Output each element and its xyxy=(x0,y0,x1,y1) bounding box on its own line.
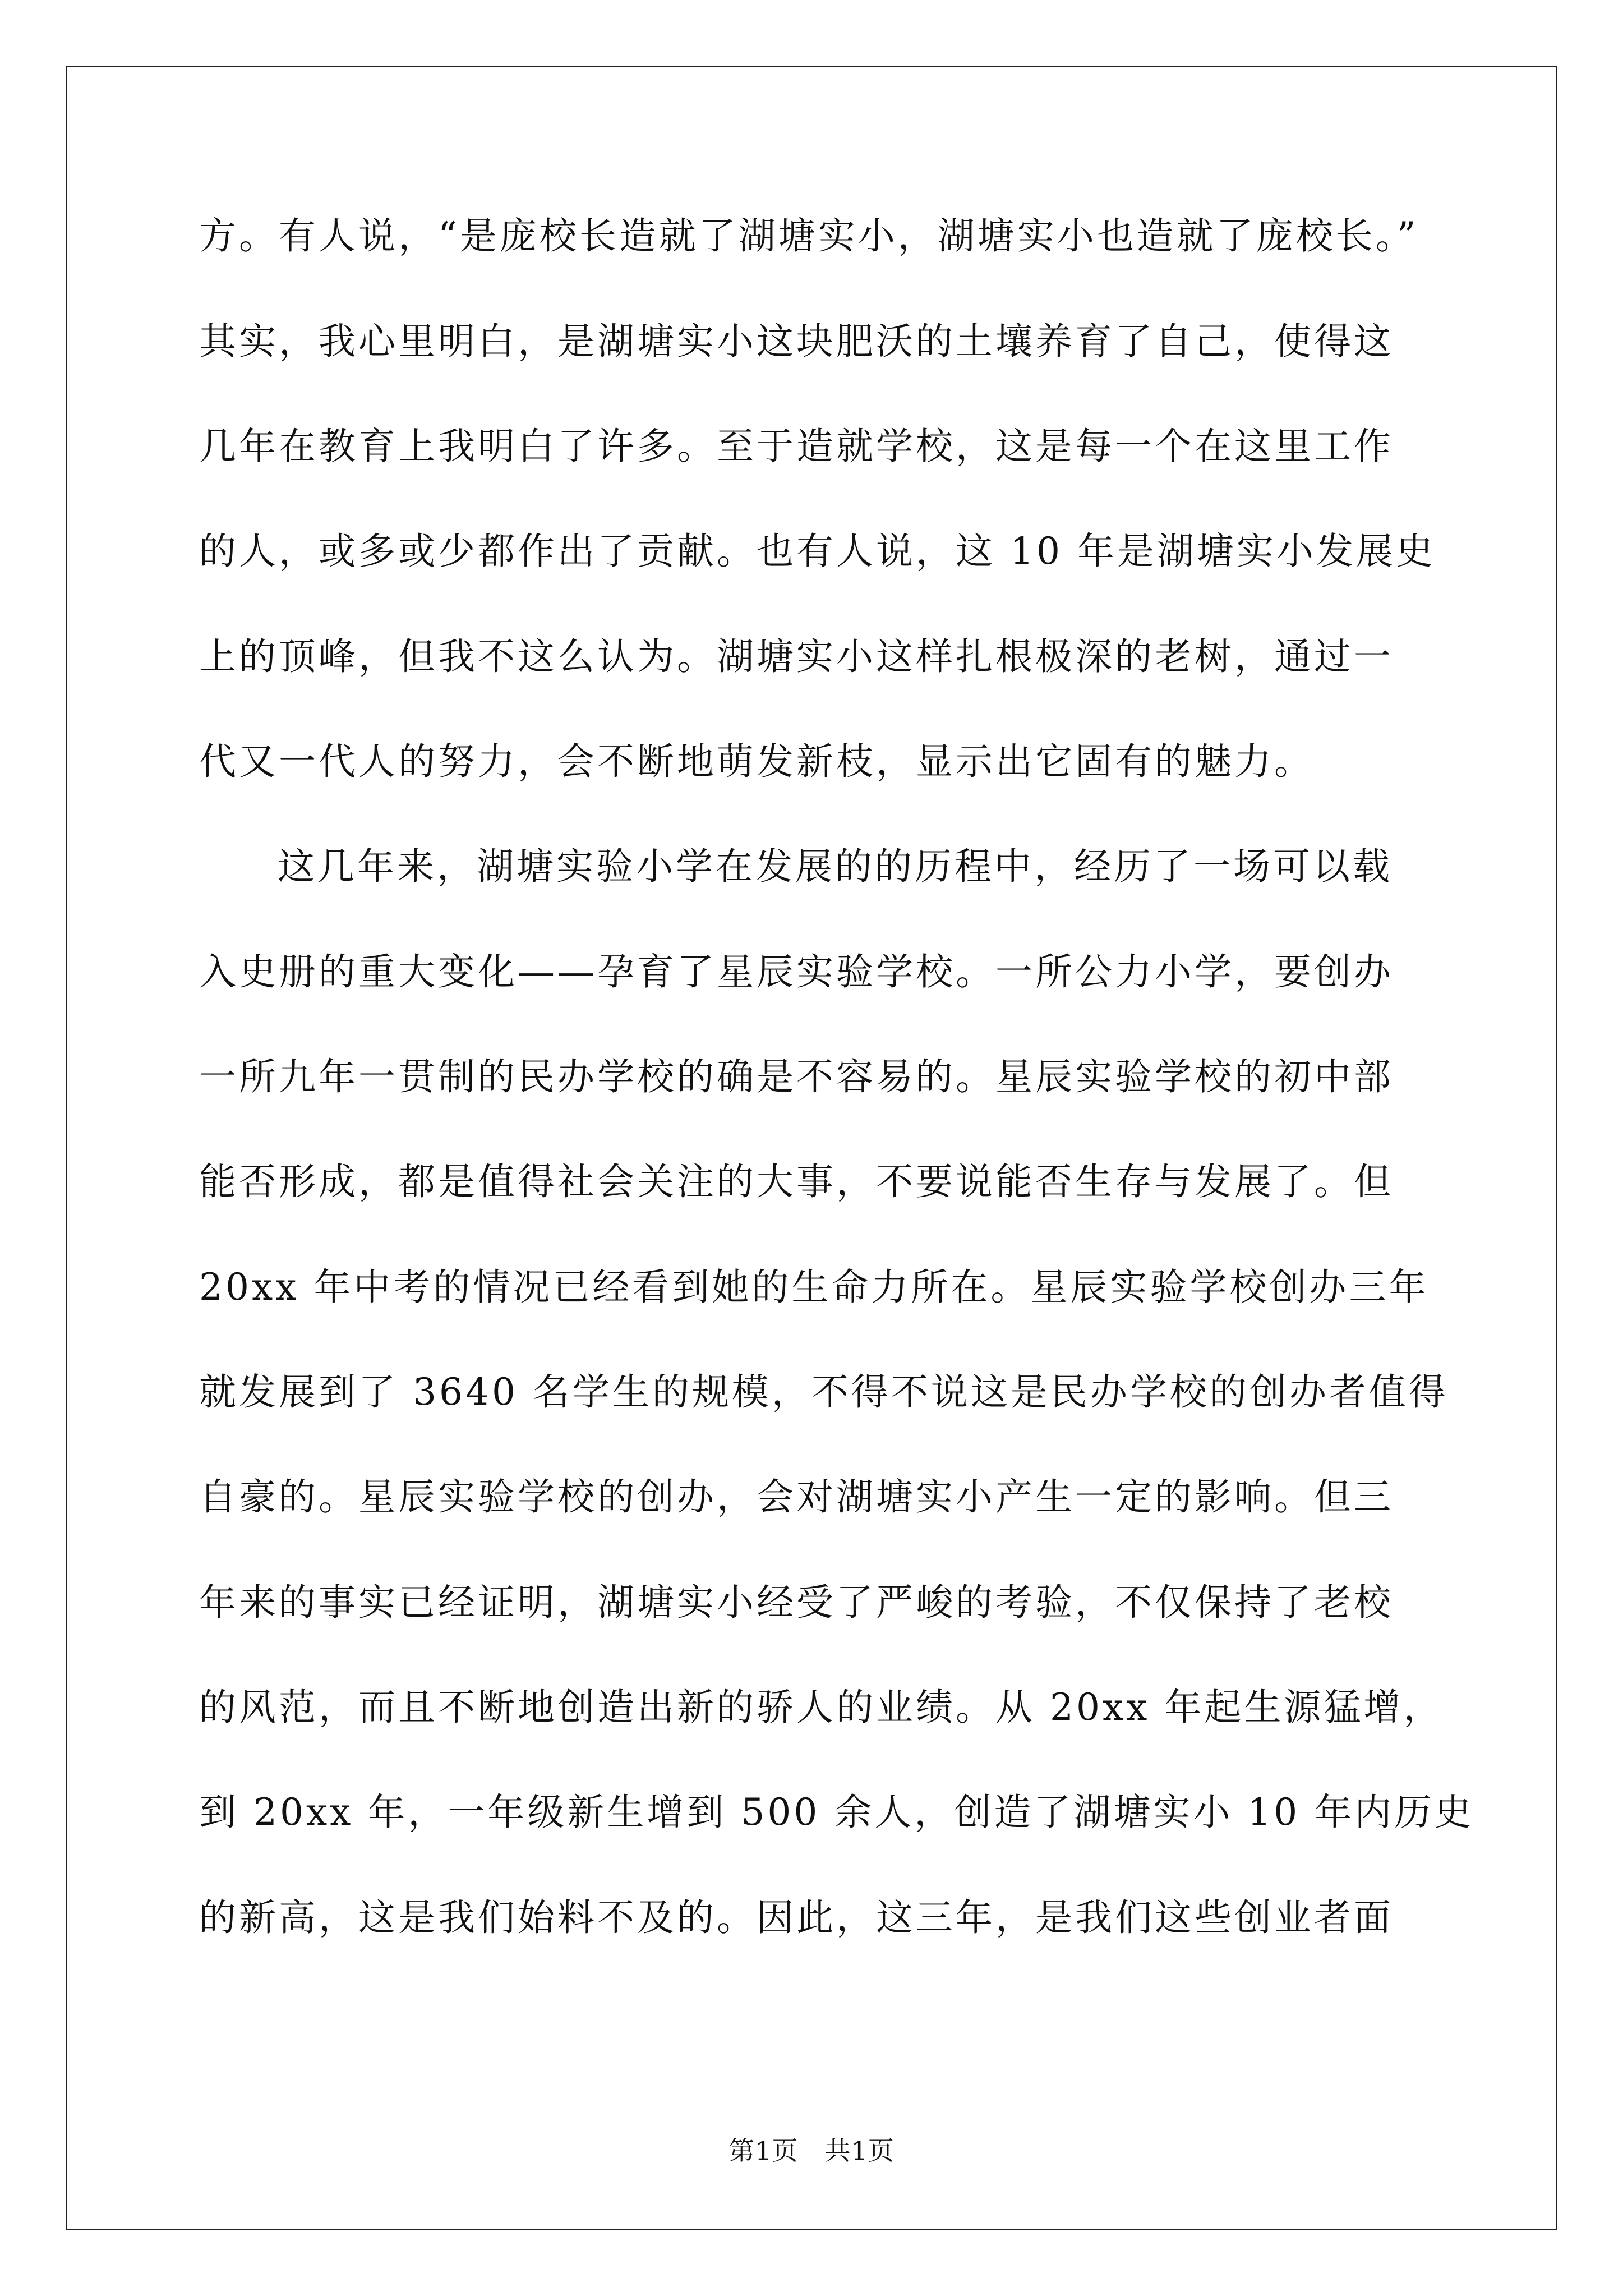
page-number-footer: 第1页 共1页 xyxy=(728,2136,895,2166)
text-line: 一所九年一贯制的民办学校的确是不容易的。星辰实验学校的初中部 xyxy=(199,1055,1394,1098)
text-line: 年来的事实已经证明，湖塘实小经受了严峻的考验，不仅保持了老校 xyxy=(199,1581,1394,1624)
text-line: 的新高，这是我们始料不及的。因此，这三年，是我们这些创业者面 xyxy=(199,1896,1394,1939)
text-line: 入史册的重大变化——孕育了星辰实验学校。一所公力小学，要创办 xyxy=(199,950,1394,993)
text-line: 上的顶峰，但我不这么认为。湖塘实小这样扎根极深的老树，通过一 xyxy=(199,635,1394,678)
text-line: 20xx 年中考的情况已经看到她的生命力所在。星辰实验学校创办三年 xyxy=(199,1266,1429,1309)
text-line: 其实，我心里明白，是湖塘实小这块肥沃的土壤养育了自己，使得这 xyxy=(199,320,1394,363)
text-line: 方。有人说，“是庞校长造就了湖塘实小，湖塘实小也造就了庞校长。” xyxy=(199,214,1419,257)
text-line: 到 20xx 年，一年级新生增到 500 余人，创造了湖塘实小 10 年内历史 xyxy=(199,1791,1474,1834)
text-line: 就发展到了 3640 名学生的规模，不得不说这是民办学校的创办者值得 xyxy=(199,1370,1449,1414)
text-line: 能否形成，都是值得社会关注的大事，不要说能否生存与发展了。但 xyxy=(199,1160,1394,1203)
text-line: 自豪的。星辰实验学校的创办，会对湖塘实小产生一定的影响。但三 xyxy=(199,1475,1394,1519)
text-line: 的人，或多或少都作出了贡献。也有人说，这 10 年是湖塘实小发展史 xyxy=(199,530,1436,573)
paragraph-first-line: 这几年来，湖塘实验小学在发展的的历程中，经历了一场可以载 xyxy=(278,845,1393,888)
text-line: 代又一代人的努力，会不断地萌发新枝，显示出它固有的魅力。 xyxy=(199,740,1314,783)
text-line: 几年在教育上我明白了许多。至于造就学校，这是每一个在这里工作 xyxy=(199,425,1394,468)
text-line: 的风范，而且不断地创造出新的骄人的业绩。从 20xx 年起生源猛增， xyxy=(199,1686,1444,1729)
